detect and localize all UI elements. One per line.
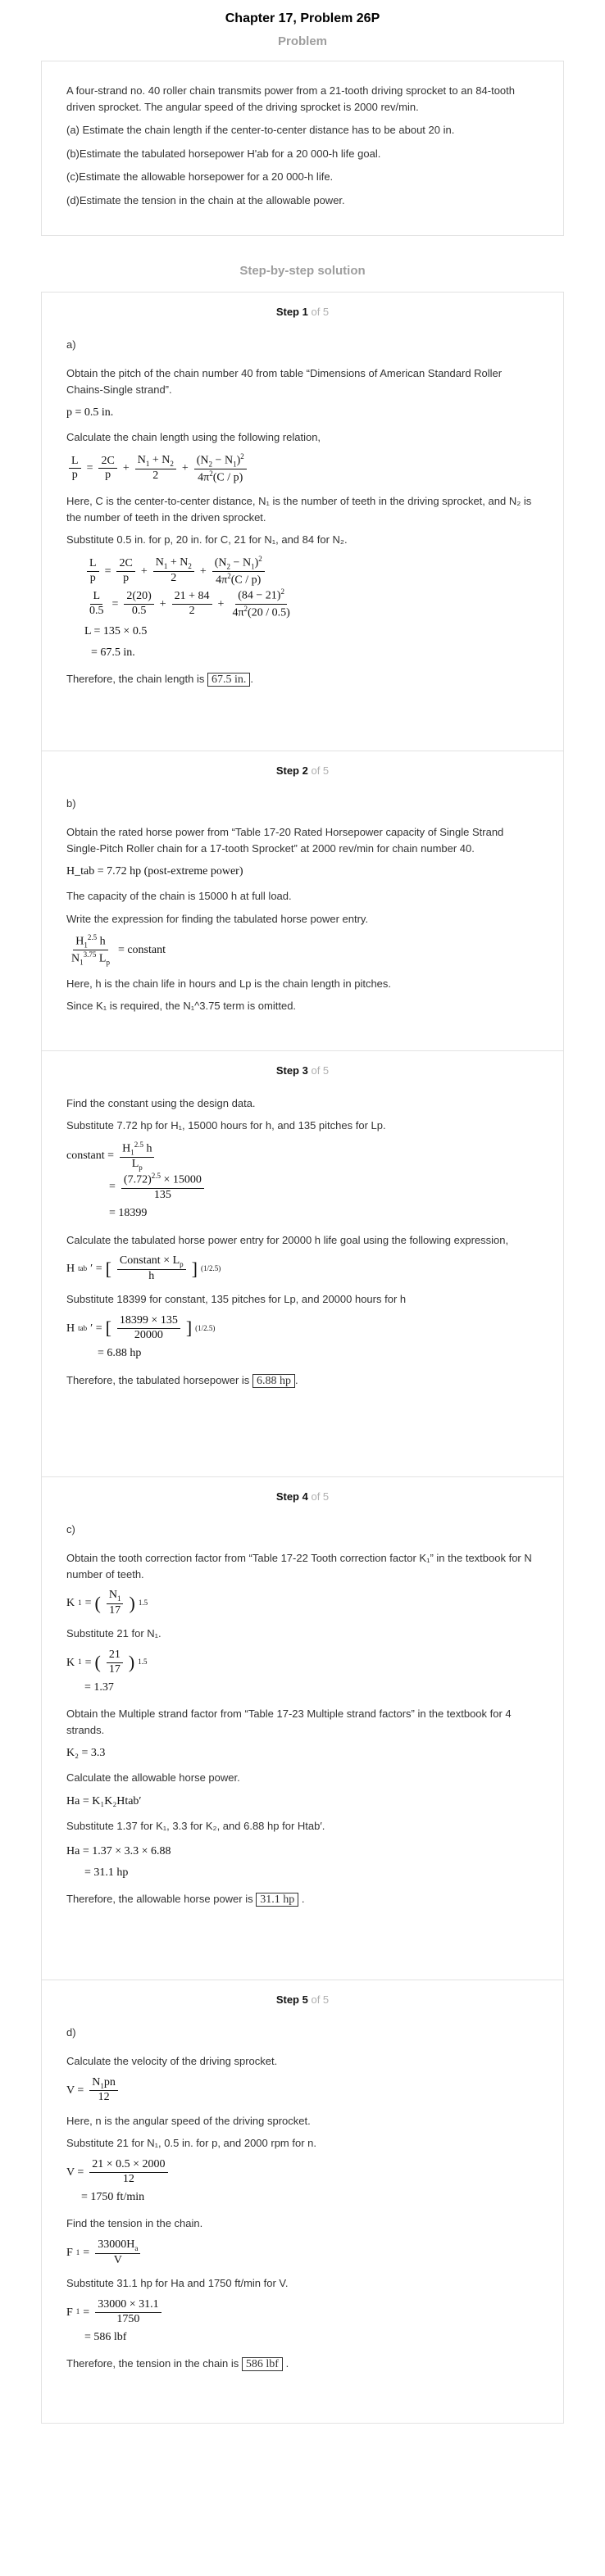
step-label: Step 5 of 5 [275,1993,330,2006]
pitch-equation: p = 0.5 in. [66,406,114,419]
velocity-calculation: V = $\frac{21 \times 0.5 \times 2000}{12}$ = 1750 ft/min [66,2158,539,2208]
part-label: d) [66,2025,76,2039]
problem-part-a: (a) Estimate the chain length if the center-to-center distance has to be about 20 in. [66,124,455,136]
result-line: = 18399 [109,1207,148,1220]
result-line: Ha = 1.37 × 3.3 × 6.88 [66,1844,171,1857]
result-line: = 6.88 hp [98,1347,142,1360]
solution-heading: Step-by-step solution [239,264,366,278]
step-text: Obtain the pitch of the chain number 40 from table “Dimensions of American Standard Roller Chains-Single strand”. [66,367,503,396]
step-text: Calculate the velocity of the driving sprocket. [66,2055,278,2067]
step-text: Here, n is the angular speed of the driving sprocket. [66,2114,311,2127]
solution-card [41,292,564,2424]
k1-formula: K 1 = ( $\frac{N_1}{17}$ ) 1.5 [66,1589,148,1617]
part-label: b) [66,796,76,810]
step-2 [42,751,563,1051]
tension-calculation: F 1 = $\frac{33000 \times 31.1}{1750}$ = 586 lbf [66,2298,539,2348]
conclusion: Therefore, the allowable horse power is 31.1 hp . [66,1893,305,1907]
step-text: Substitute 21 for N₁. [66,1627,161,1640]
conclusion: Therefore, the tabulated horsepower is 6.88 hp . [66,1373,298,1387]
k1-calculation: K 1 = ( $\frac{21}{17}$ ) 1.5 = 1.37 [66,1649,539,1698]
constant-calculation: constant = $\frac{H_1^{2.5} h}{L_p}$ = $\frac{(7.72)^{2.5} \times 15000}{135}$ = 18399 [66,1141,539,1224]
step-text: Calculate the allowable horse power. [66,1771,240,1785]
step-text: Substitute 31.1 hp for Ha and 1750 ft/min for V. [66,2277,289,2290]
step-text: Substitute 0.5 in. for p, 20 in. for C, 21 for N₁, and 84 for N₂. [66,533,348,546]
tabulated-power-calculation: H tab ′ = [ $\frac{18399 \times 135}{20000}$ ] (1/2.5) = 6.88 hp [66,1314,539,1364]
part-label: a) [66,338,76,351]
constant-formula: $\frac{H_1^{2.5} h}{N_1^{3.75} L_p}$ = constant [71,933,166,967]
step-label: Step 4 of 5 [275,1490,330,1503]
problem-heading: Problem [277,34,327,48]
step-4 [42,1477,563,1980]
problem-part-c: (c)Estimate the allowable horsepower for a 20 000-h life. [66,170,334,183]
answer-box: 67.5 in. [207,673,250,687]
conclusion: Therefore, the chain length is 67.5 in. . [66,673,254,687]
answer-box: 31.1 hp [256,1893,298,1907]
step-text: Write the expression for finding the tabulated horse power entry. [66,912,369,925]
step-label: Step 2 of 5 [275,764,330,777]
step-label: Step 3 of 5 [275,1064,330,1077]
step-5 [42,1980,563,2423]
problem-part-b: (b)Estimate the tabulated horsepower H'ab for a 20 000-h life goal. [66,147,381,160]
result-line: = 31.1 hp [84,1866,129,1879]
step-text: Obtain the tooth correction factor from “Table 17-22 Tooth correction factor K₁” in the textbook for N number of teeth. [66,1552,532,1581]
step-1 [42,293,563,751]
result-line: = 67.5 in. [91,646,135,659]
step-text: Obtain the Multiple strand factor from “Table 17-23 Multiple strand factors” in the textbook for 4 strands. [66,1708,512,1736]
chapter-title: Chapter 17, Problem 26P [225,11,380,25]
result-line: = 586 lbf [84,2330,127,2343]
conclusion: Therefore, the tension in the chain is 586 lbf . [66,2357,289,2371]
problem-card [41,61,564,236]
step-text: Obtain the rated horse power from “Table 17-20 Rated Horsepower capacity of Single Strand Single-Pitch Roller chain for a 17-tooth Sprocket” at 2000 rev/min for chain number 40. [66,826,504,855]
step-text: Substitute 1.37 for K₁, 3.3 for K₂, and 6.88 hp for Htab′. [66,1819,325,1832]
result-line: = 1.37 [84,1680,114,1694]
step-text: Find the constant using the design data. [66,1096,256,1109]
part-label: c) [66,1522,75,1535]
step-text: Here, h is the chain life in hours and Lp is the chain length in pitches. [66,977,392,990]
problem-intro: A four-strand no. 40 roller chain transmits power from a 21-tooth driving sprocket to an 84-tooth driven sprocket. The angular speed of the driving sprocket is 2000 rev/min. [66,84,515,113]
step-text: The capacity of the chain is 15000 h at full load. [66,890,292,902]
velocity-formula: V = $\frac{N_1pn}{12}$ [66,2076,539,2105]
allowable-power-formula: Ha = K₁K₂Htab′ [66,1794,142,1807]
tabulated-power-formula: H tab ′ = [ $\frac{Constant \times L_p}{h}$ ] (1/2.5) [66,1254,221,1282]
step-text: Here, C is the center-to-center distance, N₁ is the number of teeth in the driving sprocket, and N₂ is the number of teeth in the driven sprocket. [66,495,532,524]
tension-formula: F 1 = $\frac{33000H_a}{V}$ [66,2238,539,2267]
step-text: Calculate the tabulated horse power entry for 20000 h life goal using the following expression, [66,1233,509,1246]
step-text: Find the tension in the chain. [66,2217,203,2230]
allowable-power-calculation [66,1840,539,1883]
step-text: Substitute 21 for N₁, 0.5 in. for p, and 2000 rpm for n. [66,2137,316,2150]
answer-box: 586 lbf [242,2357,283,2371]
chain-length-substitution: $\frac{L}{p}$ = $\frac{2C}{p}$ + $\frac{N_1 + N_2}{2}$ + $\frac{(N_2 - N_1)^2}{4\pi^2(C / p)}$ $\frac{L}{0.5}$ = $\frac{2(20)}{0.5}$ + $\frac{21 + 84}{2}$ + $\frac{(84 - 21)^2}{4\pi^2(20 / 0.5)}$ L = 135 × 0.5 = 67.5 in. [66,555,539,664]
rated-power-equation: H_tab = 7.72 hp (post-extreme power) [66,865,243,878]
problem-part-d: (d)Estimate the tension in the chain at the allowable power. [66,193,345,206]
result-line: L = 135 × 0.5 [84,624,148,637]
step-label: Step 1 of 5 [275,306,330,318]
step-text: Substitute 7.72 hp for H₁, 15000 hours for h, and 135 pitches for Lp. [66,1119,386,1132]
step-text: Since K₁ is required, the N₁^3.75 term is omitted. [66,1000,297,1012]
step-text: Substitute 18399 for constant, 135 pitches for Lp, and 20000 hours for h [66,1293,407,1306]
step-text: Calculate the chain length using the following relation, [66,431,321,443]
chain-length-formula: $\frac{L}{p}$ = $\frac{2C}{p}$ + $\frac{N_1 + N_2}{2}$ + $\frac{(N_2 - N_1)^2}{4\pi^2(C / p)}$ [66,452,539,486]
k2-equation: K₂ = 3.3 [66,1747,106,1760]
answer-box: 6.88 hp [252,1374,295,1388]
step-3 [42,1051,563,1477]
result-line: = 1750 ft/min [81,2190,145,2203]
